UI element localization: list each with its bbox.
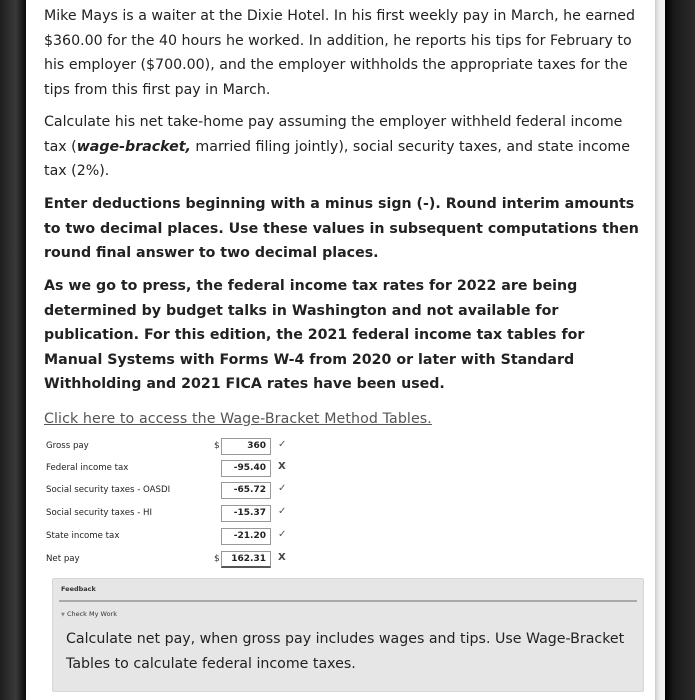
scrollbar-track[interactable]	[655, 0, 665, 700]
checkmark-icon: ✓	[278, 483, 287, 494]
device-bezel-right	[665, 0, 695, 700]
x-mark-icon: X	[278, 552, 286, 563]
feedback-divider	[59, 600, 637, 602]
task-text-start: Calculate his net take-home pay assuming the employer withheld federal income tax (	[44, 114, 623, 155]
feedback-title: Feedback	[61, 585, 96, 593]
answer-row-gross-pay	[46, 438, 346, 458]
answer-row-state-income-tax	[46, 528, 346, 548]
row-label: Net pay	[46, 554, 80, 564]
dollar-sign: $	[214, 441, 220, 451]
checkmark-icon: ✓	[278, 529, 287, 540]
checkmark-icon: ✓	[278, 506, 287, 517]
row-label: Federal income tax	[46, 463, 129, 473]
answer-row-hi	[46, 505, 346, 525]
dollar-sign: $	[214, 554, 220, 564]
answer-row-federal-income-tax	[46, 460, 346, 480]
oasdi-input[interactable]: -65.72	[221, 482, 271, 499]
gross-pay-input[interactable]: 360	[221, 438, 271, 455]
task-text-end: married filing jointly), social security taxes, and state income tax (2%).	[44, 138, 630, 180]
answer-row-oasdi	[46, 482, 346, 502]
x-mark-icon: X	[278, 461, 286, 472]
check-my-work-toggle[interactable]	[61, 610, 117, 618]
feedback-panel	[52, 578, 644, 692]
feedback-text: Calculate net pay, when gross pay includes wages and tips. Use Wage-Bracket Tables to calculate federal income taxes.	[66, 631, 625, 672]
row-label: Social security taxes - OASDI	[46, 485, 171, 495]
task-emphasis: wage-bracket,	[76, 138, 191, 155]
press-note-paragraph: As we go to press, the federal income tax rates for 2022 are being determined by budget talks in Washington and not available for publication. For this edition, the 2021 federal income tax tables for Manual Systems with Forms W-4 from 2020 or later with Standard Withholding and 2021 FICA rates have been used.	[44, 278, 585, 393]
triangle-down-icon: ▼	[61, 612, 65, 618]
instructions-paragraph: Enter deductions beginning with a minus sign (-). Round interim amounts to two decimal places. Use these values in subsequent computations then round final answer to two decimal places.	[44, 196, 639, 262]
row-label: Social security taxes - HI	[46, 508, 153, 518]
answer-row-net-pay	[46, 551, 346, 571]
row-label: Gross pay	[46, 441, 89, 451]
net-pay-input[interactable]: 162.31	[221, 551, 271, 568]
federal-income-tax-input[interactable]: -95.40	[221, 460, 271, 477]
state-income-tax-input[interactable]: -21.20	[221, 528, 271, 545]
problem-paragraph: Mike Mays is a waiter at the Dixie Hotel. In his first weekly pay in March, he earned $360.00 for the 40 hours he worked. In addition, he reports his tips for February to his employer ($700.00), and the employer withholds the appropriate taxes for the tips from this first pay in March.	[44, 8, 636, 98]
row-label: State income tax	[46, 531, 120, 541]
wage-bracket-tables-link[interactable]: Click here to access the Wage-Bracket Method Tables.	[44, 411, 432, 427]
hi-input[interactable]: -15.37	[221, 505, 271, 522]
checkmark-icon: ✓	[278, 439, 287, 450]
device-bezel-left	[0, 0, 26, 700]
task-paragraph	[44, 110, 644, 184]
check-my-work-label: Check My Work	[66, 610, 117, 618]
